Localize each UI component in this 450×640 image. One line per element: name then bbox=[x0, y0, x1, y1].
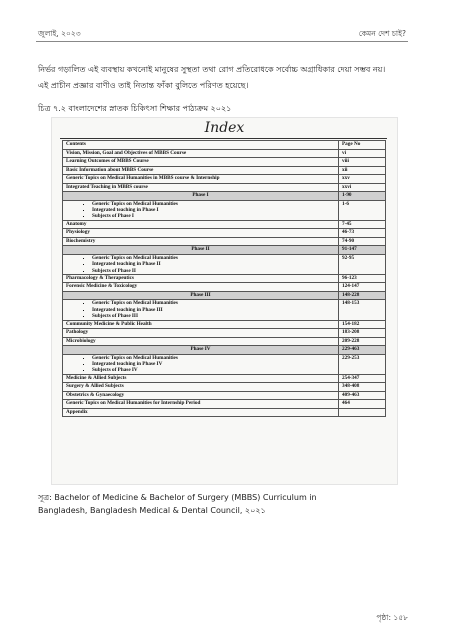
index-bullet-item: ▪ Integrated teaching in Phase IV bbox=[92, 361, 335, 367]
index-page-range: xxvi bbox=[339, 183, 386, 192]
index-entry-label: Medicine & Allied Subjects bbox=[63, 374, 339, 383]
index-row bbox=[63, 383, 386, 392]
index-page-range: 464 bbox=[339, 400, 386, 409]
index-bullet-list bbox=[66, 255, 335, 274]
source-line-2: Bangladesh, Bangladesh Medical & Dental Council, ২০২১ bbox=[38, 505, 266, 515]
index-row bbox=[63, 329, 386, 338]
index-row bbox=[63, 274, 386, 283]
running-header-title: কেমন দেশ চাই? bbox=[358, 29, 406, 38]
index-row bbox=[63, 149, 386, 158]
index-phase-row bbox=[63, 246, 386, 255]
index-row bbox=[63, 166, 386, 175]
index-entry-label: Learning Outcomes of MBBS Course bbox=[63, 158, 339, 167]
header-divider bbox=[36, 41, 408, 42]
index-bullet-item: ▪ Generic Topics on Medical Humanities bbox=[92, 255, 335, 261]
index-bullet-item: ▪ Subjects of Phase IV bbox=[92, 367, 335, 373]
index-bullet-cell bbox=[63, 300, 339, 320]
index-bullet-item: ▪ Subjects of Phase I bbox=[92, 213, 335, 219]
index-entry-label: Forensic Medicine & Toxicology bbox=[63, 283, 339, 292]
index-bullet-row bbox=[63, 300, 386, 320]
index-row bbox=[63, 391, 386, 400]
index-phase-row bbox=[63, 291, 386, 300]
index-page-range: xii bbox=[339, 166, 386, 175]
index-entry-label: Appendix bbox=[63, 408, 339, 417]
index-bullet-item: ▪ Subjects of Phase III bbox=[92, 313, 335, 319]
index-row bbox=[63, 374, 386, 383]
index-phase-row bbox=[63, 192, 386, 201]
index-page-range: 409-463 bbox=[339, 391, 386, 400]
index-bullet-item: ▪ Integrated teaching in Phase III bbox=[92, 307, 335, 313]
source-line-1: সূত্র: Bachelor of Medicine & Bachelor of Surgery (MBBS) Curriculum in bbox=[38, 493, 317, 502]
index-page-range: 154-182 bbox=[339, 320, 386, 329]
index-bullet-row bbox=[63, 254, 386, 274]
index-bullet-row bbox=[63, 354, 386, 374]
index-row bbox=[63, 408, 386, 417]
index-page-range: 229-253 bbox=[339, 354, 386, 374]
index-title: Index bbox=[204, 120, 245, 136]
index-entry-label: Pharmacology & Therapeutics bbox=[63, 274, 339, 283]
index-page-range: 92-95 bbox=[339, 254, 386, 274]
index-bullet-item: ▪ Subjects of Phase II bbox=[92, 268, 335, 274]
index-row bbox=[63, 400, 386, 409]
index-bullet-list bbox=[66, 355, 335, 374]
index-page-range: 148-153 bbox=[339, 300, 386, 320]
index-row bbox=[63, 229, 386, 238]
index-page-range: 46-73 bbox=[339, 229, 386, 238]
index-figure bbox=[51, 117, 398, 485]
index-bullet-row bbox=[63, 200, 386, 220]
index-bullet-item: ▪ Generic Topics on Medical Humanities bbox=[92, 300, 335, 306]
index-entry-label: Surgery & Allied Subjects bbox=[63, 383, 339, 392]
index-entry-label: Physiology bbox=[63, 229, 339, 238]
index-page-range: 124-147 bbox=[339, 283, 386, 292]
index-entry-label: Integrated Teaching in MBBS course bbox=[63, 183, 339, 192]
index-page-range: xxv bbox=[339, 175, 386, 184]
index-phase-label: Phase IV bbox=[63, 346, 339, 355]
index-row bbox=[63, 183, 386, 192]
index-row bbox=[63, 283, 386, 292]
index-entry-label: Vision, Mission, Goal and Objectives of MBBS Course bbox=[63, 149, 339, 158]
index-bullet-list bbox=[66, 201, 335, 220]
index-entry-label: Basic Information about MBBS Course bbox=[63, 166, 339, 175]
index-entry-label: Generic Topics on Medical Humanities for Internship Period bbox=[63, 400, 339, 409]
index-page-range: 254-347 bbox=[339, 374, 386, 383]
index-table bbox=[62, 140, 386, 417]
paragraph-line-2: এই প্রাচীন প্রজ্ঞার বাণীও তাই নিতান্ত ফাঁকা বুলিতে পরিণত হয়েছে। bbox=[38, 81, 249, 90]
index-entry-label: Obstetrics & Gynaecology bbox=[63, 391, 339, 400]
running-header-date: জুলাই, ২০২৩ bbox=[38, 29, 81, 38]
index-phase-row bbox=[63, 346, 386, 355]
index-entry-label: Generic Topics on Medical Humanities in MBBS course & Internship bbox=[63, 175, 339, 184]
page-no-header: Page No bbox=[339, 141, 386, 150]
index-page-range: 229-463 bbox=[339, 346, 386, 355]
index-phase-label: Phase II bbox=[63, 246, 339, 255]
index-page-range: viii bbox=[339, 158, 386, 167]
body-paragraph bbox=[38, 62, 410, 94]
index-row bbox=[63, 320, 386, 329]
index-header-row bbox=[63, 141, 386, 150]
index-entry-label: Biochemistry bbox=[63, 237, 339, 246]
index-entry-label: Community Medicine & Public Health bbox=[63, 320, 339, 329]
index-bullet-list bbox=[66, 300, 335, 319]
index-page-range: vi bbox=[339, 149, 386, 158]
index-page-range: 91-147 bbox=[339, 246, 386, 255]
index-row bbox=[63, 237, 386, 246]
index-entry-label: Pathology bbox=[63, 329, 339, 338]
index-page-range: 96-123 bbox=[339, 274, 386, 283]
index-bullet-item: ▪ Integrated teaching in Phase II bbox=[92, 261, 335, 267]
index-row bbox=[63, 158, 386, 167]
index-bullet-item: ▪ Generic Topics on Medical Humanities bbox=[92, 201, 335, 207]
index-page-range: 7-45 bbox=[339, 220, 386, 229]
index-page-range: 1-90 bbox=[339, 192, 386, 201]
index-bullet-cell bbox=[63, 254, 339, 274]
index-page-range: 209-228 bbox=[339, 337, 386, 346]
index-entry-label: Microbiology bbox=[63, 337, 339, 346]
index-page-range: 1-6 bbox=[339, 200, 386, 220]
index-bullet-item: ▪ Integrated teaching in Phase I bbox=[92, 207, 335, 213]
index-row bbox=[63, 220, 386, 229]
index-page-range bbox=[339, 408, 386, 417]
index-title-rule bbox=[60, 138, 387, 139]
index-bullet-cell bbox=[63, 200, 339, 220]
index-phase-label: Phase III bbox=[63, 291, 339, 300]
index-row bbox=[63, 337, 386, 346]
index-page-range: 74-90 bbox=[339, 237, 386, 246]
index-page-range: 148-228 bbox=[339, 291, 386, 300]
paragraph-line-1: নির্ভর গড়ালিত এই ব্যবস্থায় কখনোই মানুষের সুস্থতা তথা রোগ প্রতিরোধকে সর্বোচ্চ অগ্রাধিকার দেয়া সম্ভব নয়। bbox=[38, 65, 386, 74]
contents-header: Contents bbox=[63, 141, 339, 150]
page-number: পৃষ্ঠা: ১৫৮ bbox=[376, 613, 408, 622]
index-bullet-cell bbox=[63, 354, 339, 374]
index-entry-label: Anatomy bbox=[63, 220, 339, 229]
index-bullet-item: ▪ Generic Topics on Medical Humanities bbox=[92, 355, 335, 361]
figure-caption: চিত্র ৭.২ বাংলাদেশের স্নাতক চিকিৎসা শিক্ষার পাঠ্যক্রম ২০২১ bbox=[38, 104, 232, 113]
index-phase-label: Phase I bbox=[63, 192, 339, 201]
index-row bbox=[63, 175, 386, 184]
index-page-range: 183-208 bbox=[339, 329, 386, 338]
index-page-range: 348-408 bbox=[339, 383, 386, 392]
source-citation bbox=[38, 492, 412, 517]
